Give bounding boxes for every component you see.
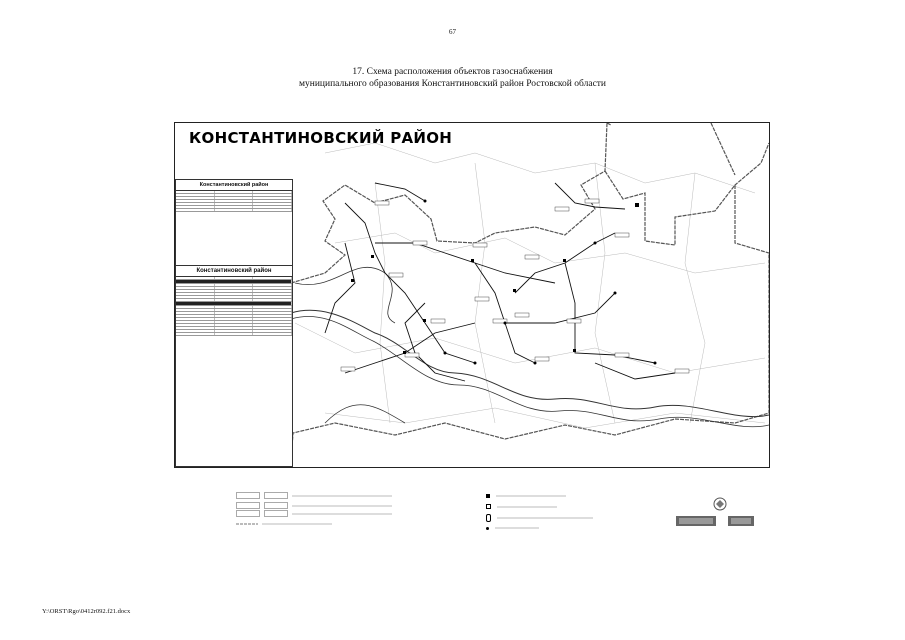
legend-swatch xyxy=(236,492,260,499)
river-tributary xyxy=(295,267,405,423)
organization-logos xyxy=(676,496,756,530)
legend-text-line xyxy=(292,512,392,516)
river-don-bank xyxy=(291,316,769,426)
legend-text-line xyxy=(262,522,332,526)
title-line-1: 17. Схема расположения объектов газоснабжения xyxy=(352,67,553,77)
legend-pipeline-existing xyxy=(236,492,392,499)
legend-swatch xyxy=(264,510,288,517)
district-map-title: КОНСТАНТИНОВСКИЙ РАЙОН xyxy=(189,129,453,147)
gas-facilities xyxy=(351,200,657,365)
hollow-square-icon xyxy=(486,504,491,509)
district-map[interactable] xyxy=(174,122,770,468)
legend-grs-existing xyxy=(486,494,566,498)
legend-text-line xyxy=(497,505,557,509)
legend-text-line xyxy=(495,526,539,530)
legend-dashed-line xyxy=(236,522,258,526)
pipelines-table xyxy=(175,265,293,467)
document-path: Y:\ORST\Rgo\0412r092.f21.docx xyxy=(42,608,131,615)
legend-text-line xyxy=(497,516,593,520)
title-line-2: муниципального образования Константиновский район Ростовской области xyxy=(298,79,607,89)
pipelines-table-title: Константиновский район xyxy=(176,266,292,277)
legend-settlement xyxy=(486,526,539,530)
gas-pipelines xyxy=(325,183,675,381)
facilities-table-title: Константиновский район xyxy=(176,180,292,191)
facilities-table xyxy=(175,179,293,271)
dot-marker-icon xyxy=(486,527,489,530)
legend-text-line xyxy=(292,494,392,498)
legend-swatch xyxy=(236,502,260,509)
legend-grp xyxy=(486,514,593,522)
legend-swatch xyxy=(264,492,288,499)
square-marker-icon xyxy=(486,494,490,498)
legend-pipeline-reconstruct xyxy=(236,510,392,517)
legend-text-line xyxy=(496,494,566,498)
emblem-logo-icon xyxy=(714,498,726,510)
river-don xyxy=(291,310,769,416)
legend-pipeline-planned xyxy=(236,502,392,509)
settlement-boundaries xyxy=(295,143,765,428)
legend-district-border xyxy=(236,522,332,526)
pipeline-tags xyxy=(341,199,689,373)
page-title xyxy=(0,66,905,90)
capsule-marker-icon xyxy=(486,514,491,522)
legend-swatch xyxy=(236,510,260,517)
page-number: 67 xyxy=(449,28,456,36)
legend-swatch xyxy=(264,502,288,509)
legend-grs-planned xyxy=(486,504,557,509)
legend-text-line xyxy=(292,504,392,508)
